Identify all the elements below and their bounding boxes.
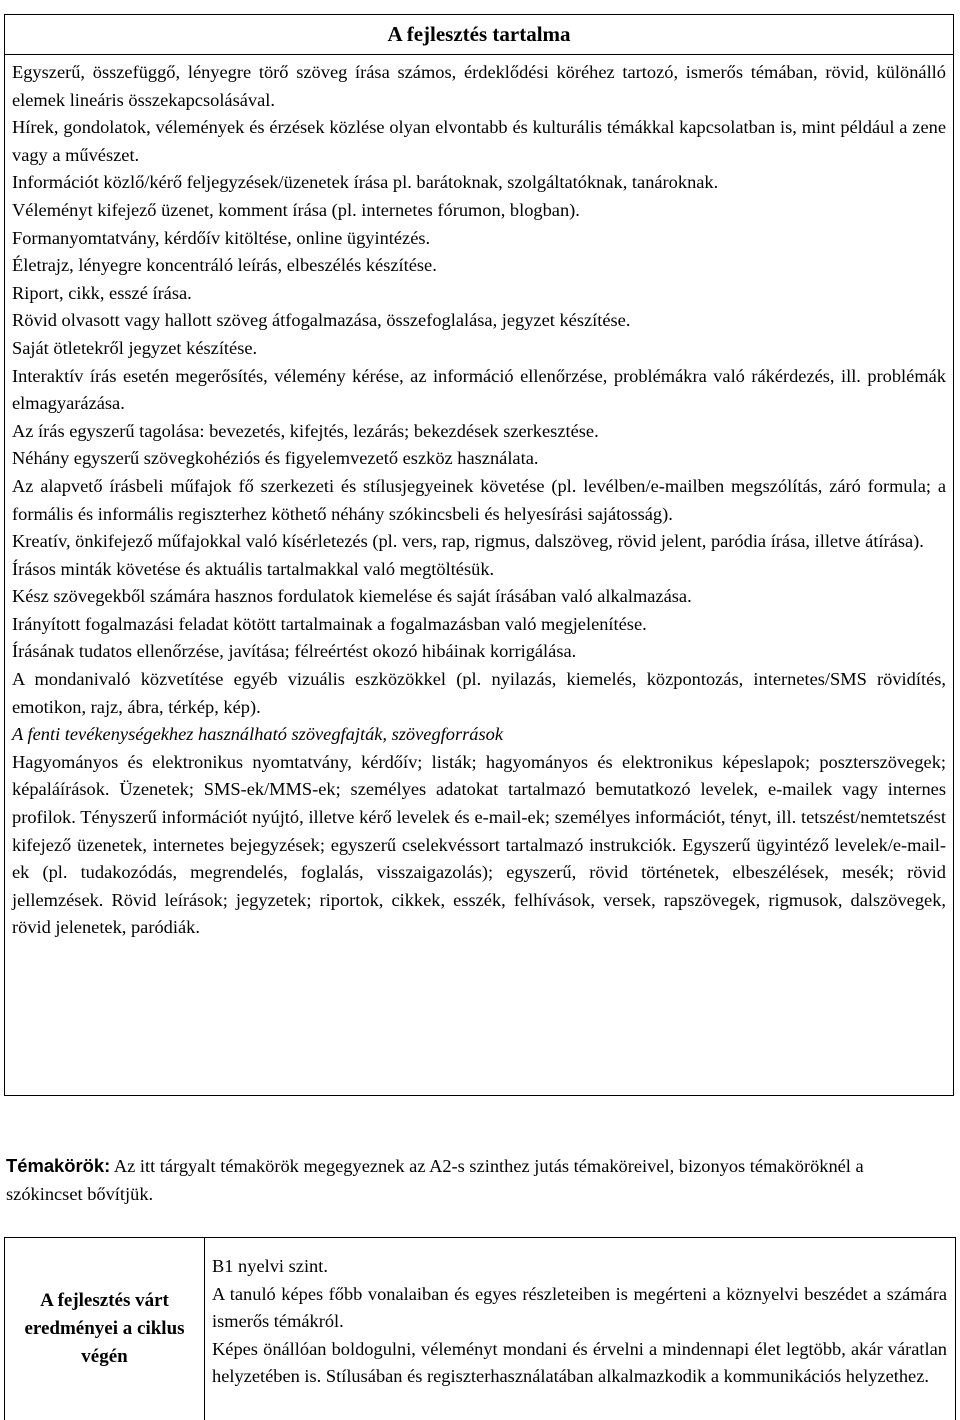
content-box-title: A fejlesztés tartalma — [5, 15, 953, 55]
content-paragraph: Irányított fogalmazási feladat kötött tartalmainak a fogalmazásban való megjelenítése. — [12, 613, 647, 634]
content-paragraph: Az alapvető írásbeli műfajok fő szerkezeti és stílusjegyeinek követése (pl. levélben/e-mailben megszólítás, záró formula; a formális és informális regiszterhez köthető néhány szókincsbeli és helyesírási sajátosság). — [12, 475, 946, 524]
temakorok-section — [6, 1152, 906, 1208]
content-paragraph: Az írás egyszerű tagolása: bevezetés, kifejtés, lezárás; bekezdések szerkesztése. — [12, 420, 599, 441]
content-paragraph: Riport, cikk, esszé írása. — [12, 282, 192, 303]
content-paragraph: Információt közlő/kérő feljegyzések/üzenetek írása pl. barátoknak, szolgáltatóknak, tanároknak. — [12, 172, 719, 193]
content-paragraph: Életrajz, lényegre koncentráló leírás, elbeszélés készítése. — [12, 255, 437, 276]
results-content-cell — [205, 1238, 955, 1420]
temakorok-label: Témakörök: — [6, 1155, 111, 1176]
content-paragraph: A mondanivaló közvetítése egyéb vizuális eszközökkel (pl. nyilazás, kiemelés, központozás, internetes/SMS rövidítés, emotikon, rajz, ábra, térkép, kép). — [12, 669, 946, 717]
content-paragraph: Hírek, gondolatok, vélemények és érzések közlése olyan elvontabb és kulturális témákkal kapcsolatban is, mint például a zene vagy a művészet. — [12, 117, 946, 165]
content-paragraph: Néhány egyszerű szövegkohéziós és figyelemvezető eszköz használata. — [12, 448, 539, 469]
results-line: B1 nyelvi szint. — [212, 1256, 328, 1276]
content-box — [4, 14, 954, 1096]
content-paragraph: Interaktív írás esetén megerősítés, vélemény kérése, az információ ellenőrzése, problémákra való rákérdezés, ill. problémák elmagyarázása. — [12, 365, 946, 414]
content-paragraph: Rövid olvasott vagy hallott szöveg átfogalmazása, összefoglalása, jegyzet készítése. — [12, 310, 631, 331]
text-sources-subheading: A fenti tevékenységekhez használható szövegfajták, szövegforrások — [12, 724, 503, 745]
results-line: A tanuló képes főbb vonalaiban és egyes részleteiben is megérteni a köznyelvi beszédet a számára ismerős témákról. — [212, 1283, 947, 1332]
content-paragraph: Véleményt kifejező üzenet, komment írása (pl. internetes fórumon, blogban). — [12, 199, 580, 220]
content-paragraph: Saját ötletekről jegyzet készítése. — [12, 337, 258, 358]
content-paragraph: Formanyomtatvány, kérdőív kitöltése, online ügyintézés. — [12, 227, 431, 248]
results-line: Képes önállóan boldogulni, véleményt mondani és érvelni a mindennapi élet legtöbb, akár váratlan helyzetében is. Stílusában és regiszterhasználatában alkalmazkodik a kommunikációs helyzethez. — [212, 1338, 947, 1387]
content-paragraph: Írásos minták követése és aktuális tartalmakkal való megtöltésük. — [12, 558, 495, 579]
content-paragraph: Egyszerű, összefüggő, lényegre törő szöveg írása számos, érdeklődési köréhez tartozó, ismerős témában, rövid, különálló elemek lineáris összekapcsolásával. — [12, 62, 946, 110]
results-label-cell — [5, 1238, 205, 1420]
results-label: A fejlesztés várt eredményei a ciklus végén — [24, 1290, 185, 1367]
content-paragraph: Írásának tudatos ellenőrzése, javítása; félreértést okozó hibáinak korrigálása. — [12, 641, 577, 662]
temakorok-text: Az itt tárgyalt témakörök megegyeznek az A2-s szinthez jutás témaköreivel, bizonyos témaköröknél a szókincset bővítjük. — [6, 1156, 864, 1204]
content-paragraph: Kész szövegekből számára hasznos fordulatok kiemelése és saját írásában való alkalmazása. — [12, 586, 692, 607]
content-paragraph: Kreatív, önkifejező műfajokkal való kísérletezés (pl. vers, rap, rigmus, dalszöveg, rövid jelent, paródia írása, illetve átírása). — [12, 531, 924, 552]
results-table — [4, 1237, 956, 1420]
text-sources-paragraph: Hagyományos és elektronikus nyomtatvány, kérdőív; listák; hagyományos és elektronikus képeslapok; poszterszövegek; képaláírások. Üzenetek; SMS-ek/MMS-ek; személyes adatokat tartalmazó bemutatkozó levelek, e-mailek vagy internes profilok. Tényszerű információt nyújtó, illetve kérő levelek és e-mail-ek; személyes információt, tényt, ill. tetszést/nemtetszést kifejező üzenetek, internetes bejegyzések; egyszerű cselekvéssort tartalmazó instrukciók. Egyszerű ügyintéző levelek/e-mail-ek (pl. tudakozódás, megrendelés, foglalás, visszaigazolás); egyszerű, rövid történetek, elbeszélések, mesék; rövid jellemzések. Rövid leírások; jegyzetek; riportok, cikkek, esszék, felhívások, versek, rapszövegek, rigmusok, dalszövegek, rövid jelenetek, paródiák. — [12, 751, 946, 938]
content-box-body — [5, 55, 953, 942]
